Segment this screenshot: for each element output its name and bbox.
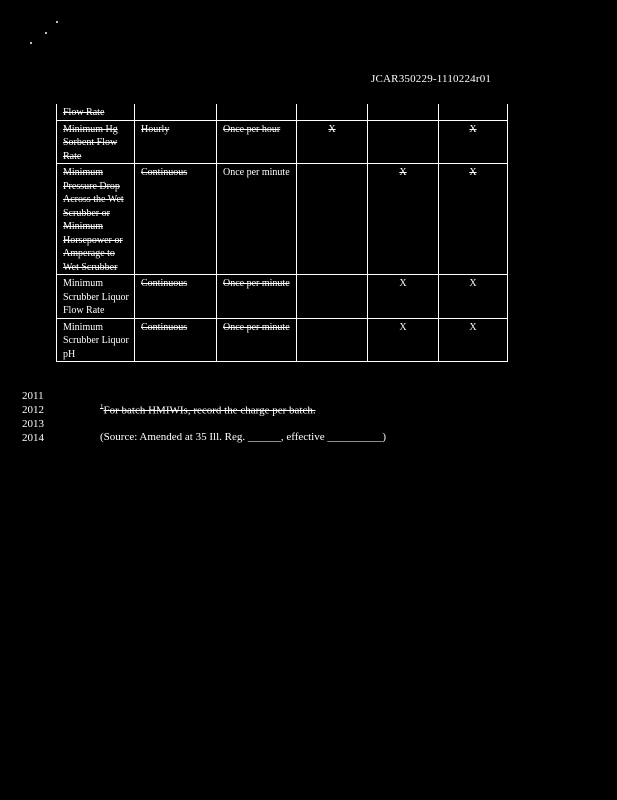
table-cell bbox=[297, 164, 368, 275]
table-cell: Continuous bbox=[135, 318, 217, 362]
table-cell: Continuous bbox=[135, 164, 217, 275]
scan-mark bbox=[45, 32, 47, 34]
table-cell: X bbox=[439, 120, 508, 164]
table-cell: Once per hour bbox=[217, 120, 297, 164]
table-cell bbox=[297, 275, 368, 319]
footnote bbox=[100, 403, 316, 417]
table-row bbox=[57, 120, 508, 164]
table-cell: X bbox=[297, 120, 368, 164]
table-row bbox=[57, 318, 508, 362]
line-number: 2011 bbox=[22, 390, 44, 402]
table-cell: Minimum Scrubber Liquor pH bbox=[57, 318, 135, 362]
table-row bbox=[57, 275, 508, 319]
table-cell bbox=[439, 104, 508, 120]
document-code: JCAR350229-1110224r01 bbox=[371, 73, 492, 85]
footnote-text: For batch HMIWIs, record the charge per batch. bbox=[103, 404, 316, 417]
table-cell: Minimum Hg Sorbent Flow Rate bbox=[57, 120, 135, 164]
table-cell: Once per minute bbox=[217, 275, 297, 319]
table-cell: Minimum Scrubber Liquor Flow Rate bbox=[57, 275, 135, 319]
table-cell: X bbox=[439, 318, 508, 362]
line-number: 2013 bbox=[22, 418, 44, 430]
table-row bbox=[57, 104, 508, 120]
table-cell: Flow Rate bbox=[57, 104, 135, 120]
monitoring-table bbox=[56, 104, 508, 362]
scan-mark bbox=[56, 21, 58, 23]
table-cell bbox=[297, 318, 368, 362]
table-cell bbox=[217, 104, 297, 120]
footnote-marker: 1 bbox=[100, 403, 104, 411]
table-cell bbox=[368, 120, 439, 164]
scan-mark bbox=[30, 42, 32, 44]
table-cell: X bbox=[368, 164, 439, 275]
line-number: 2014 bbox=[22, 432, 44, 444]
table-cell: X bbox=[439, 164, 508, 275]
source-note: (Source: Amended at 35 Ill. Reg. ______, effective __________) bbox=[100, 431, 387, 443]
table-cell: Once per minute bbox=[217, 318, 297, 362]
table-cell: X bbox=[439, 275, 508, 319]
table-cell: Minimum Pressure Drop Across the Wet Scrubber or Minimum Horsepower or Amperage to Wet Scrubber bbox=[57, 164, 135, 275]
table-cell bbox=[297, 104, 368, 120]
table-cell bbox=[135, 104, 217, 120]
table-cell bbox=[368, 104, 439, 120]
table-cell: X bbox=[368, 318, 439, 362]
table-row bbox=[57, 164, 508, 275]
table-cell: Once per minute bbox=[217, 164, 297, 275]
table-cell: Hourly bbox=[135, 120, 217, 164]
line-number: 2012 bbox=[22, 404, 44, 416]
table-cell: X bbox=[368, 275, 439, 319]
table-cell: Continuous bbox=[135, 275, 217, 319]
